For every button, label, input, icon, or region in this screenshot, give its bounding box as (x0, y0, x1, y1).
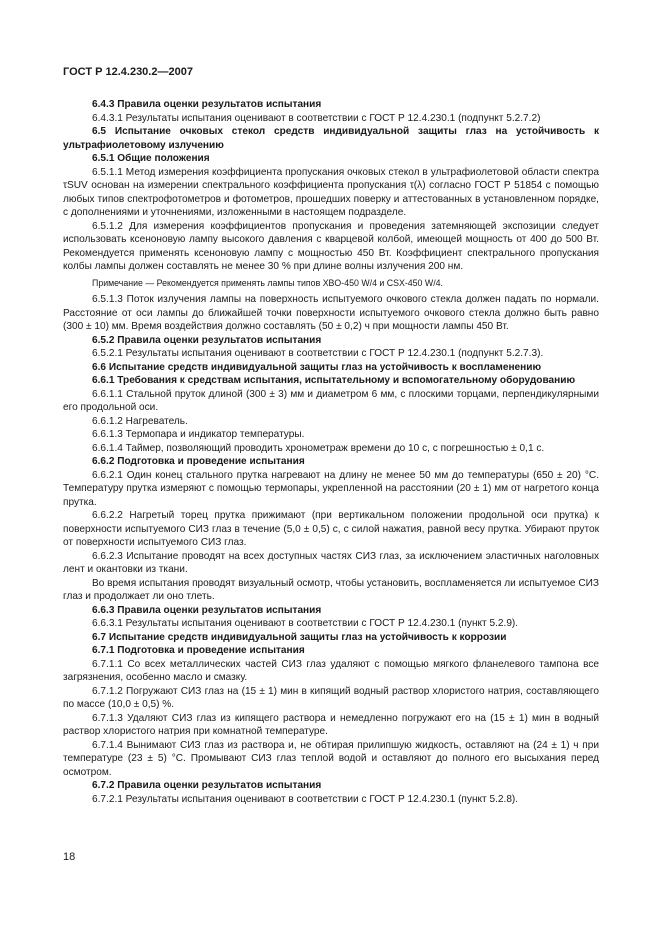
paragraph: 6.7.1 Подготовка и проведение испытания (92, 645, 305, 656)
paragraph: 6.5.1.3 Поток излучения лампы на поверхность испытуемого очкового стекла должен падать по нормали. Расстояние от оси лампы до ближайшей точки поверхности испытуемого очкового стекла должно быть равно (300 ± 10) мм. Время воздействия должно составлять (50 ± 0,2) ч при мощности лампы 450 Вт. (63, 294, 599, 332)
paragraph: 6.6.2 Подготовка и проведение испытания (92, 456, 305, 467)
paragraph: 6.7.1.2 Погружают СИЗ глаз на (15 ± 1) мин в кипящий водный раствор хлористого натрия, составляющего по массе (10,0 ± 0,5) %. (63, 685, 599, 710)
paragraph: 6.4.3 Правила оценки результатов испытания (92, 99, 322, 110)
paragraph: 6.6.2.2 Нагретый торец прутка прижимают (при вертикальном положении продольной оси прутка) к поверхности испытуемого СИЗ глаз в течение (5,0 ± 0,5) с, с силой нажатия, равной весу прутка. Убирают пруток от поверхности испытуемого СИЗ глаз. (63, 510, 599, 548)
paragraph: 6.5.2.1 Результаты испытания оценивают в соответствии с ГОСТ Р 12.4.230.1 (подпункт 5.2.7.3). (92, 348, 544, 359)
paragraph: 6.7.1.4 Вынимают СИЗ глаз из раствора и, не обтирая прилипшую жидкость, оставляют на (24 ± 1) ч при температуре (23 ± 5) °С. Промывают СИЗ глаз теплой водой и оставляют до полного его высыхания перед осмотром. (63, 739, 599, 778)
paragraph: 6.7.2 Правила оценки результатов испытания (92, 780, 322, 791)
document-header: ГОСТ Р 12.4.230.2—2007 (63, 66, 193, 78)
paragraph: 6.6.1.3 Термопара и индикатор температуры. (92, 429, 305, 440)
paragraph: 6.6.1 Требования к средствам испытания, испытательному и вспомогательному оборудованию (92, 375, 576, 386)
paragraph: 6.4.3.1 Результаты испытания оценивают в соответствии с ГОСТ Р 12.4.230.1 (подпункт 5.2.7.2) (92, 112, 541, 124)
document-body (63, 98, 599, 806)
paragraph: 6.5.1 Общие положения (92, 153, 210, 164)
paragraph: 6.6.3.1 Результаты испытания оценивают в соответствии с ГОСТ Р 12.4.230.1 (пункт 5.2.9). (92, 618, 519, 629)
paragraph: 6.7 Испытание средств индивидуальной защиты глаз на устойчивость к коррозии (92, 631, 507, 643)
paragraph: 6.6.2.1 Один конец стального прутка нагревают на длину не менее 50 мм до температуры (650 ± 20) °С. Температуру прутка измеряют с помощью термопары, укрепленной на расстоянии (20 ± 1) мм от нагретого конца прутка. (63, 469, 599, 508)
paragraph: 6.7.1.1 Со всех металлических частей СИЗ глаз удаляют с помощью мягкого фланелевого тампона все загрязнения, особенно масло и смазку. (63, 658, 599, 683)
paragraph: 6.5.2 Правила оценки результатов испытания (92, 334, 322, 346)
paragraph: 6.5 Испытание очковых стекол средств индивидуальной защиты глаз на устойчивость к ультрафиолетовому излучению (63, 126, 599, 151)
paragraph: 6.6.2.3 Испытание проводят на всех доступных частях СИЗ глаз, за исключением эластичных наголовных лент и окантовки из ткани. (63, 550, 599, 575)
paragraph: 6.6.1.2 Нагреватель. (92, 415, 188, 427)
paragraph: Во время испытания проводят визуальный осмотр, чтобы установить, воспламеняется ли испытуемое СИЗ глаз и продолжает ли оно тлеть. (63, 577, 599, 602)
paragraph: 6.6.1.1 Стальной пруток длиной (300 ± 3) мм и диаметром 6 мм, с плоскими торцами, перпендикулярными его продольной оси. (63, 388, 599, 413)
paragraph: 6.6 Испытание средств индивидуальной защиты глаз на устойчивость к воспламенению (92, 361, 542, 373)
paragraph: 6.6.1.4 Таймер, позволяющий проводить хронометраж времени до 10 с, с погрешностью ± 0,1 с. (92, 442, 545, 454)
page-number: 18 (63, 851, 76, 863)
note: Примечание — Рекомендуется применять лампы типов XBO-450 W/4 и CSX-450 W/4. (92, 277, 443, 288)
paragraph: 6.5.1.1 Метод измерения коэффициента пропускания очковых стекол в ультрафиолетовой области спектра τSUV основан на измерении спектрального коэффициента пропускания τ(λ) согласно ГОСТ Р 51854 с помощью любых типов спектрофотометров и фотометров, прошедших поверку и аттестованных в установленном порядке, с дополнениями и уточнениями, изложенными в настоящем подразделе. (63, 166, 599, 218)
paragraph: 6.7.1.3 Удаляют СИЗ глаз из кипящего раствора и немедленно погружают его на (15 ± 1) мин в водный раствор хлористого натрия при комнатной температуре. (63, 712, 599, 737)
paragraph: 6.7.2.1 Результаты испытания оценивают в соответствии с ГОСТ Р 12.4.230.1 (пункт 5.2.8). (92, 793, 519, 805)
paragraph: 6.5.1.2 Для измерения коэффициентов пропускания и проведения затемняющей экспозиции следует использовать ксеноновую лампу высокого давления с кварцевой колбой, имеющей мощность от 400 до 500 Вт. Рекомендуется применять ксеноновую лампу с мощностью 450 Вт. Коэффициент спектрального пропускания колбы лампы должен составлять не менее 30 % при длине волны излучения 200 нм. (63, 220, 599, 272)
paragraph: 6.6.3 Правила оценки результатов испытания (92, 604, 322, 616)
